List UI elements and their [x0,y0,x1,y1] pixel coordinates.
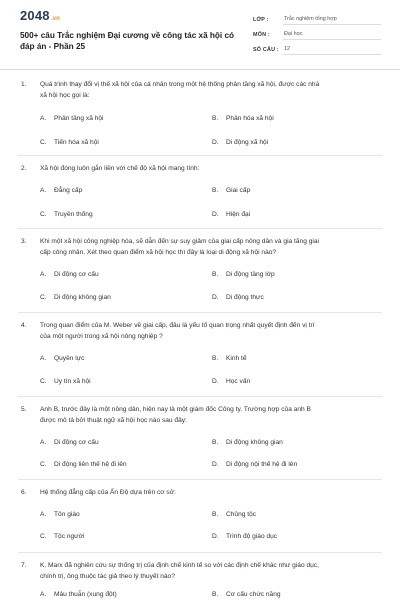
option-letter: D. [212,211,219,218]
question-text [0,79,400,90]
option-a[interactable] [40,590,117,599]
question-line: được mô tả bởi thuật ngữ xã hội học nào sau đây: [40,417,187,424]
answer-options [0,590,400,600]
question-text [0,404,400,415]
document-header [0,0,400,68]
option-d[interactable] [212,377,250,386]
option-text: Di động liên thế hệ đi lên [54,461,127,468]
option-b[interactable] [212,354,247,363]
option-c[interactable] [40,460,127,469]
option-text: Cơ cấu chức năng [226,591,281,598]
option-letter: B. [212,355,219,362]
question-line: Anh B, trước đây là một nông dân, hiện nay là một giám đốc Công ty. Trường hợp của anh B [40,406,311,413]
question-number: 7. [21,562,27,569]
option-a[interactable] [40,186,82,195]
question-5 [0,404,400,482]
option-letter: A. [40,115,47,122]
question-line: Trong quan điểm của M. Weber về giai cấp, đâu là yếu tố quan trọng nhất quyết định đến vị trí [40,322,315,329]
meta-class-row [253,12,381,27]
question-line: xã hội học gọi là: [40,92,90,99]
question-divider [18,396,382,397]
option-c[interactable] [40,532,84,541]
answer-options [0,510,400,554]
option-letter: C. [40,294,47,301]
option-c[interactable] [40,138,99,147]
document-title: 500+ câu Trắc nghiệm Đại cương về công tác xã hội có đáp án - Phần 25 [20,31,235,51]
question-text [0,560,400,571]
question-line: Khi một xã hội công nghiệp hóa, sẽ dẫn đến sự suy giảm của giai cấp nông dân và gia tăng giai [40,238,319,245]
question-line: chính trị, ông thuộc tác giả theo lý thuyết nào? [40,573,175,580]
question-line: Quá trình thay đổi vị thế xã hội của cá nhân trong một hệ thống phân tầng xã hội, được các nhà [40,81,320,88]
question-number: 1. [21,81,27,88]
meta-value: Đại học [283,29,381,40]
option-letter: A. [40,591,47,598]
option-c[interactable] [40,377,91,386]
option-letter: A. [40,187,47,194]
option-a[interactable] [40,354,84,363]
option-text: Chủng tộc [226,511,257,518]
question-text [0,90,400,101]
question-3 [0,236,400,314]
option-a[interactable] [40,510,80,519]
option-text: Truyền thống [54,211,93,218]
answer-options [0,186,400,230]
option-a[interactable] [40,438,99,447]
question-number: 5. [21,406,27,413]
meta-count-row [253,42,381,57]
option-letter: C. [40,139,47,146]
option-letter: B. [212,271,219,278]
question-number: 4. [21,322,27,329]
question-7 [0,560,400,600]
meta-label: LỚP : [253,16,269,23]
question-number: 3. [21,238,27,245]
option-letter: C. [40,378,47,385]
question-number: 6. [21,489,27,496]
option-letter: A. [40,271,47,278]
option-letter: B. [212,115,219,122]
option-b[interactable] [212,590,281,599]
option-text: Phân hóa xã hội [226,115,274,122]
option-text: Di động thực [226,294,264,301]
option-text: Quyền lực [54,355,85,362]
question-text [0,163,400,174]
option-letter: C. [40,211,47,218]
option-letter: D. [212,294,219,301]
question-divider [18,155,382,156]
question-divider [18,228,382,229]
option-d[interactable] [212,460,297,469]
option-b[interactable] [212,186,250,195]
question-text [0,331,400,342]
option-letter: C. [40,533,47,540]
option-c[interactable] [40,293,111,302]
option-letter: B. [212,591,219,598]
option-text: Di động không gian [226,439,283,446]
option-text: Học vấn [226,378,251,385]
option-letter: D. [212,461,219,468]
question-line: của một người trong xã hội nông nghiệp ? [40,333,163,340]
option-text: Đẳng cấp [54,187,83,194]
header-divider [0,69,400,70]
option-text: Tôn giáo [54,511,80,518]
option-b[interactable] [212,510,256,519]
question-line: cấp công nhân. Xét theo quan điểm xã hội học thì đây là loại di động xã hội nào? [40,249,277,256]
option-letter: A. [40,511,47,518]
question-text [0,320,400,331]
question-4 [0,320,400,398]
question-line: Hệ thống đẳng cấp của Ấn Độ dựa trên cơ sở: [40,489,176,496]
question-text [0,415,400,426]
logo-domain: .vn [50,16,61,22]
option-d[interactable] [212,138,268,147]
option-text: Giai cấp [226,187,251,194]
meta-value: 12 [283,44,381,55]
logo-text: 2048 [20,8,50,23]
question-text [0,571,400,582]
answer-options [0,114,400,158]
option-b[interactable] [212,270,275,279]
option-text: Di động nội thế hệ đi lên [226,461,298,468]
option-text: Di động tầng lớp [226,271,275,278]
option-text: Tiến hóa xã hội [54,139,99,146]
option-b[interactable] [212,438,283,447]
answer-options [0,438,400,482]
option-text: Di động xã hội [226,139,269,146]
option-text: Mâu thuẫn (xung đột) [54,591,117,598]
question-2 [0,163,400,230]
document-meta [253,12,381,57]
meta-value: Trắc nghiệm tổng hợp [283,14,381,25]
option-letter: C. [40,461,47,468]
option-letter: A. [40,355,47,362]
question-text [0,247,400,258]
question-text [0,236,400,247]
option-letter: D. [212,378,219,385]
option-text: Uy tín xã hội [54,378,91,385]
option-text: Di động không gian [54,294,111,301]
option-text: Kinh tế [226,355,247,362]
option-text: Hiện đại [226,211,251,218]
option-text: Phân tầng xã hội [54,115,104,122]
option-d[interactable] [212,532,277,541]
answer-options [0,354,400,398]
option-letter: A. [40,439,47,446]
option-text: Tộc người [54,533,85,540]
option-letter: B. [212,511,219,518]
answer-options [0,270,400,314]
option-letter: D. [212,139,219,146]
option-letter: D. [212,533,219,540]
question-line: K. Marx đã nghiên cứu sự thống trị của định chế kinh tế so với các định chế khác như giáo dục, [40,562,319,569]
option-letter: B. [212,439,219,446]
question-text [0,487,400,498]
meta-label: MÔN : [253,31,270,38]
question-divider [18,552,382,553]
option-text: Trình độ giáo dục [226,533,278,540]
question-line: Xã hội đóng luôn gắn liền với chế độ xã hội mang tính: [40,165,200,172]
question-1 [0,79,400,158]
option-c[interactable] [40,210,93,219]
meta-subject-row [253,27,381,42]
option-a[interactable] [40,270,99,279]
option-letter: B. [212,187,219,194]
option-a[interactable] [40,114,104,123]
option-text: Di động cơ cấu [54,271,99,278]
option-text: Di động cơ cấu [54,439,99,446]
option-d[interactable] [212,210,250,219]
question-divider [18,312,382,313]
question-number: 2. [21,165,27,172]
option-d[interactable] [212,293,264,302]
question-6 [0,487,400,554]
option-b[interactable] [212,114,274,123]
question-divider [18,479,382,480]
meta-label: SỐ CÂU : [253,46,279,53]
